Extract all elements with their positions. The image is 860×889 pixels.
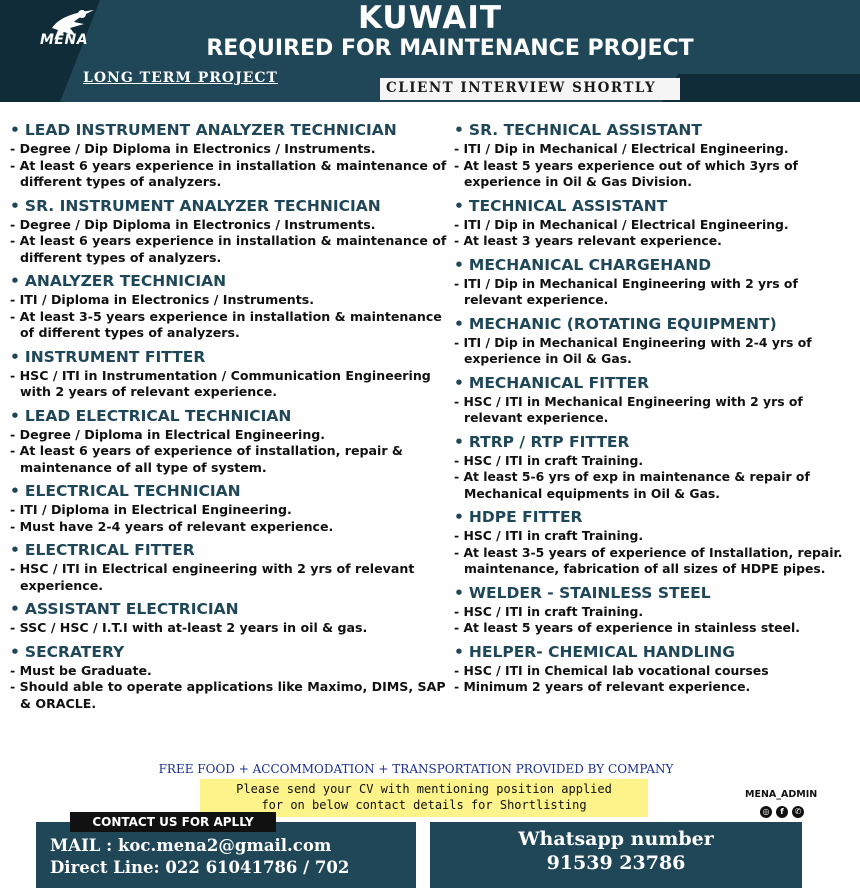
job-title [10,120,450,141]
job-title [10,642,450,663]
job-requirement: - Degree / Dip Diploma in Electronics / Instruments. [10,141,376,156]
job-requirement: - At least 3-5 years experience in installation & maintenance of different types of analyzers. [10,308,442,340]
job-requirement: - At least 3 years relevant experience. [454,233,722,248]
job-requirement: - HSC / ITI in Chemical lab vocational courses [454,662,769,678]
job-title [10,406,450,427]
job-requirement: - ITI / Dip in Mechanical / Electrical Engineering. [454,141,789,156]
direct-line[interactable]: Direct Line: 022 61041786 / 702 [50,858,350,877]
job-title-text: SR. TECHNICAL ASSISTANT [468,121,702,139]
jobs-right-column [454,120,858,701]
job-title-text: ANALYZER TECHNICIAN [24,272,227,290]
bullet-icon: • [454,314,464,333]
bullet-icon: • [454,642,464,661]
job-listing [10,481,450,535]
job-title [454,314,858,335]
job-title-text: LEAD INSTRUMENT ANALYZER TECHNICIAN [24,121,397,139]
job-title-text: INSTRUMENT FITTER [24,347,206,366]
job-requirement: - At least 6 years experience in installation & maintenance of different types of analyzers. [10,233,447,265]
mail-address[interactable]: MAIL : koc.mena2@gmail.com [50,836,332,855]
job-title-text: SECRATERY [24,642,125,661]
job-requirement: - At least 5 years of experience in stainless steel. [454,620,800,635]
perks-banner: FREE FOOD + ACCOMMODATION + TRANSPORTATION PROVIDED BY COMPANY [158,762,674,776]
job-title [454,583,858,604]
job-listing [10,599,450,637]
job-title [454,120,858,141]
header-banner [0,0,860,102]
job-requirement: - Degree / Dip Diploma in Electronics / Instruments. [10,216,376,232]
job-title-text: WELDER - STAINLESS STEEL [468,583,711,602]
job-listing [454,583,858,637]
contact-label: CONTACT US FOR APLLY [70,812,276,832]
job-listing [10,406,450,477]
job-title [454,507,858,528]
job-requirement: - HSC / ITI in Instrumentation / Communication Engineering with 2 years of relevant experience. [10,367,431,399]
jobs-left-column [10,120,450,717]
whatsapp-number[interactable]: 91539 23786 [546,852,686,874]
job-listing [454,196,858,250]
long-term-tag: LONG TERM PROJECT [83,70,278,86]
whatsapp-icon[interactable]: ✆ [792,806,804,818]
client-interview-tag: CLIENT INTERVIEW SHORTLY [386,80,657,96]
job-requirement: - At least 5-6 yrs of exp in maintenance & repair of Mechanical equipments in Oil & Gas. [454,469,810,501]
job-requirement: - SSC / HSC / I.T.I with at-least 2 years in oil & gas. [10,620,368,635]
job-requirement: - ITI / Diploma in Electrical Engineering. [10,502,292,517]
job-listing [10,120,450,191]
job-listing [454,314,858,368]
cv-instruction [200,781,648,813]
job-requirement: - ITI / Dip in Mechanical Engineering with 2 yrs of relevant experience. [454,275,798,307]
job-title [10,347,450,368]
job-requirement: - Minimum 2 years of relevant experience. [454,679,751,694]
job-title [454,196,858,217]
bullet-icon: • [10,406,20,425]
job-title-text: ELECTRICAL TECHNICIAN [24,482,241,500]
job-requirement: - ITI / Dip in Mechanical Engineering with 2-4 yrs of experience in Oil & Gas. [454,334,812,366]
facebook-icon[interactable]: f [776,806,788,818]
job-requirement: - Degree / Diploma in Electrical Engineering. [10,426,326,442]
bullet-icon: • [454,373,464,392]
bullet-icon: • [454,508,464,526]
job-requirement: - Should able to operate applications like Maximo, DIMS, SAP & ORACLE. [10,679,446,711]
job-requirement: - At least 6 years experience in installation & maintenance of different types of analyzers. [10,157,447,189]
job-listing [454,642,858,696]
bullet-icon: • [10,196,20,215]
bullet-icon: • [10,600,20,618]
bullet-icon: • [10,541,20,559]
job-requirement: - At least 5 years experience out of which 3yrs of experience in Oil & Gas Division. [454,157,798,189]
job-title [10,540,450,561]
job-title [10,196,450,217]
bullet-icon: • [10,347,20,366]
job-requirement: - At least 3-5 years of experience of Installation, repair. maintenance, fabrication of all sizes of HDPE pipes. [454,544,843,576]
job-title [10,271,450,292]
job-listing [454,507,858,578]
job-title-text: SR. INSTRUMENT ANALYZER TECHNICIAN [24,196,381,215]
job-requirement: - HSC / ITI in Electrical engineering with 2 yrs of relevant experience. [10,561,415,593]
job-requirement: - Must have 2-4 years of relevant experience. [10,518,334,534]
job-title [10,481,450,502]
bullet-icon: • [10,121,20,139]
job-title-text: MECHANIC (ROTATING EQUIPMENT) [468,314,777,333]
logo-text: MENA [40,32,89,48]
job-title [454,432,858,453]
job-requirement: - HSC / ITI in craft Training. [454,603,644,619]
job-listing [10,196,450,267]
job-title-text: LEAD ELECTRICAL TECHNICIAN [24,406,292,425]
job-requirement: - HSC / ITI in craft Training. [454,528,644,543]
job-title-text: HDPE FITTER [468,508,583,526]
page-subtitle: REQUIRED FOR MAINTENANCE PROJECT [206,36,694,61]
header-stripe [662,74,860,102]
job-requirement: - HSC / ITI in craft Training. [454,452,644,468]
job-requirement: - HSC / ITI in Mechanical Engineering with 2 yrs of relevant experience. [454,393,803,425]
job-requirement: - Must be Graduate. [10,662,152,678]
job-title-text: TECHNICAL ASSISTANT [468,196,668,215]
page-title: KUWAIT [357,0,503,36]
job-listing [10,642,450,713]
job-title [10,599,450,620]
bullet-icon: • [454,196,464,215]
social-icons [760,806,804,818]
whatsapp-label: Whatsapp number [518,828,714,850]
job-listing [10,540,450,594]
job-requirement: - ITI / Diploma in Electronics / Instruments. [10,292,315,307]
job-title [454,255,858,276]
job-title-text: MECHANICAL FITTER [468,373,650,392]
job-title-text: RTRP / RTP FITTER [468,432,630,451]
job-listing [454,373,858,427]
instagram-icon[interactable]: ◎ [760,806,772,818]
job-listing [454,255,858,309]
bullet-icon: • [10,272,20,290]
job-title [454,373,858,394]
job-requirement: - ITI / Dip in Mechanical / Electrical Engineering. [454,216,789,232]
cv-instruction-line2: for on below contact details for Shortlisting [261,798,587,812]
bullet-icon: • [454,432,464,451]
cv-instruction-line1: Please send your CV with mentioning position applied [236,782,612,796]
job-title-text: HELPER- CHEMICAL HANDLING [468,642,735,661]
bullet-icon: • [10,642,20,661]
bullet-icon: • [454,255,464,274]
job-title [454,642,858,663]
job-title-text: ASSISTANT ELECTRICIAN [24,600,239,618]
bullet-icon: • [454,583,464,602]
bullet-icon: • [454,121,464,139]
job-listing [454,432,858,503]
job-listing [10,271,450,342]
job-listing [10,347,450,401]
job-title-text: ELECTRICAL FITTER [24,541,195,559]
job-listing [454,120,858,191]
bullet-icon: • [10,482,20,500]
job-title-text: MECHANICAL CHARGEHAND [468,255,712,274]
job-requirement: - At least 6 years of experience of installation, repair & maintenance of all type of system. [10,443,403,475]
admin-handle: MENA_ADMIN [745,789,818,800]
